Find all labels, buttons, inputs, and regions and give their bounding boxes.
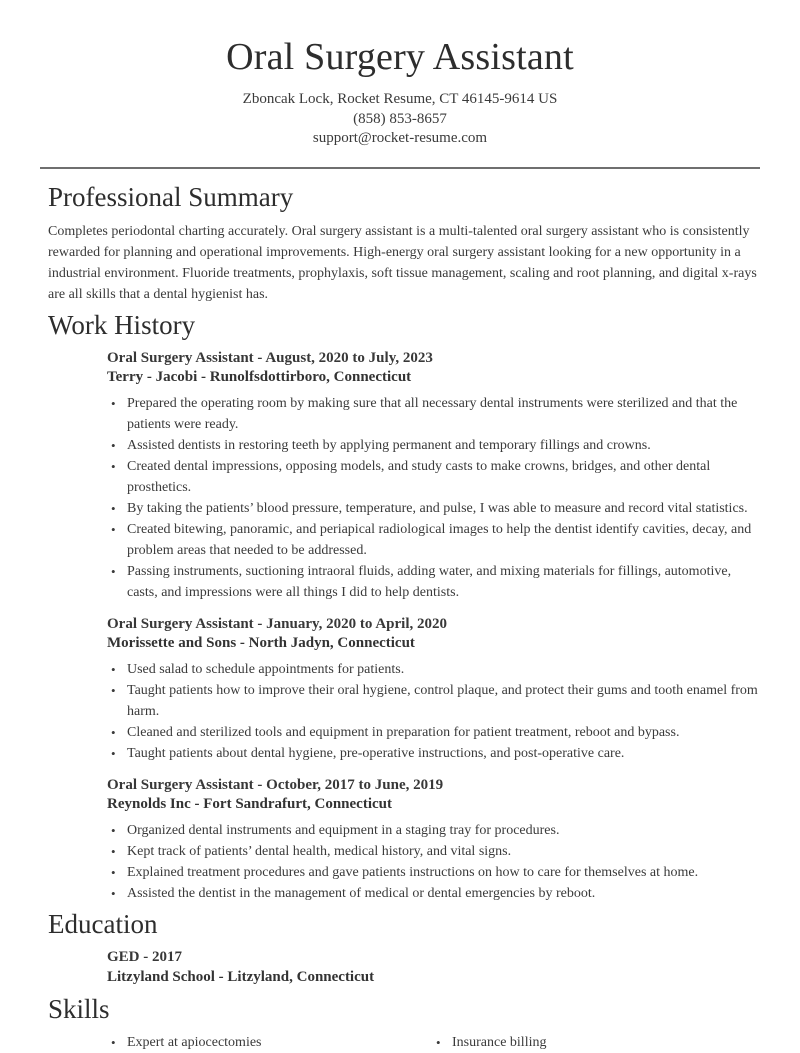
bullet-dot-icon: •	[111, 1034, 116, 1050]
job-company: Reynolds Inc - Fort Sandrafurt, Connecticut	[107, 796, 392, 812]
section-skills	[0, 991, 800, 1053]
work-history-list	[107, 349, 758, 904]
education-heading: Education	[48, 908, 158, 939]
bullet-dot-icon: •	[111, 563, 116, 579]
bullet-item	[107, 456, 758, 498]
bullet-text: Passing instruments, suctioning intraoral fluids, adding water, and mixing materials for fillings, automotive, casts, and impressions were all things I did to help dentists.	[127, 563, 732, 600]
bullet-dot-icon: •	[111, 661, 116, 677]
work-history-heading: Work History	[48, 309, 196, 340]
bullet-item	[107, 561, 758, 603]
bullet-item	[107, 680, 758, 722]
summary-text: Completes periodontal charting accurately. Oral surgery assistant is a multi-talented oral surgery assistant who is consistently rewarded for planning and operational improvements. High-energy oral surgery assistant looking for a new opportunity in a industrial environment. Fluoride treatments, prophylaxis, soft tissue management, scaling and root planning, and digital x-rays are all skills that a dental hygienist has.	[48, 223, 757, 302]
bullet-text: Created bitewing, panoramic, and periapical radiological images to help the dentist identify cavities, decay, and problem areas that needed to be addressed.	[127, 521, 752, 558]
bullet-dot-icon: •	[111, 745, 116, 761]
bullet-text: Cleaned and sterilized tools and equipment in preparation for patient treatment, reboot and bypass.	[127, 724, 680, 740]
bullet-item	[107, 820, 758, 841]
skill-text: Expert at apiocectomies	[127, 1034, 262, 1050]
header-divider	[40, 167, 760, 169]
bullet-item	[107, 393, 758, 435]
bullet-text: Organized dental instruments and equipment in a staging tray for procedures.	[127, 822, 560, 838]
job-title: Oral Surgery Assistant - October, 2017 to June, 2019	[107, 776, 444, 793]
bullet-item	[107, 519, 758, 561]
bullet-item	[107, 862, 758, 883]
bullet-item	[107, 743, 758, 764]
bullet-text: Assisted dentists in restoring teeth by applying permanent and temporary fillings and crowns.	[127, 437, 651, 453]
resume-title: Oral Surgery Assistant	[226, 36, 574, 78]
bullet-text: Taught patients about dental hygiene, pre-operative instructions, and post-operative care.	[127, 745, 625, 761]
bullet-text: By taking the patients’ blood pressure, temperature, and pulse, I was able to measure and record vital statistics.	[127, 500, 748, 516]
bullet-dot-icon: •	[111, 521, 116, 537]
bullet-item	[107, 498, 758, 519]
bullet-dot-icon: •	[111, 843, 116, 859]
bullet-item	[107, 435, 758, 456]
bullet-text: Prepared the operating room by making sure that all necessary dental instruments were sterilized and that the patients were ready.	[127, 395, 738, 432]
bullet-dot-icon: •	[111, 822, 116, 838]
bullet-dot-icon: •	[111, 682, 116, 698]
job-entry	[107, 776, 758, 904]
job-entry	[107, 349, 758, 603]
bullet-text: Explained treatment procedures and gave patients instructions on how to care for themselves at home.	[127, 864, 699, 880]
bullet-dot-icon: •	[111, 864, 116, 880]
bullet-dot-icon: •	[111, 885, 116, 901]
bullet-dot-icon: •	[111, 437, 116, 453]
section-professional-summary	[0, 179, 800, 305]
skill-item	[107, 1032, 432, 1053]
bullet-dot-icon: •	[436, 1034, 441, 1050]
contact-phone: (858) 853-8657	[353, 110, 447, 127]
summary-heading: Professional Summary	[48, 181, 294, 212]
bullet-text: Assisted the dentist in the management of medical or dental emergencies by reboot.	[127, 885, 596, 901]
job-title: Oral Surgery Assistant - August, 2020 to July, 2023	[107, 349, 433, 366]
education-degree: GED - 2017	[107, 948, 182, 965]
bullet-dot-icon: •	[111, 458, 116, 474]
education-school: Litzyland School - Litzyland, Connecticut	[107, 968, 375, 985]
job-company: Morissette and Sons - North Jadyn, Connecticut	[107, 635, 415, 651]
education-entry	[107, 947, 758, 987]
contact-address: Zboncak Lock, Rocket Resume, CT 46145-9614 US	[242, 91, 558, 107]
skill-text: Insurance billing	[452, 1034, 547, 1050]
job-company: Terry - Jacobi - Runolfsdottirboro, Connecticut	[107, 369, 412, 385]
section-work-history	[0, 307, 800, 904]
bullet-dot-icon: •	[111, 500, 116, 516]
section-education	[0, 906, 800, 987]
bullet-text: Kept track of patients’ dental health, medical history, and vital signs.	[127, 843, 512, 859]
skills-columns	[107, 1032, 758, 1053]
skills-column-left	[107, 1032, 432, 1053]
bullet-item	[107, 659, 758, 680]
bullet-text: Taught patients how to improve their oral hygiene, control plaque, and protect their gums and tooth enamel from harm.	[127, 682, 758, 719]
bullet-dot-icon: •	[111, 395, 116, 411]
job-title: Oral Surgery Assistant - January, 2020 to April, 2020	[107, 615, 448, 632]
job-bullet-list	[107, 393, 758, 603]
bullet-text: Used salad to schedule appointments for patients.	[127, 661, 405, 677]
resume-header	[0, 0, 800, 149]
skills-heading: Skills	[48, 993, 110, 1024]
job-entry	[107, 615, 758, 764]
contact-email: support@rocket-resume.com	[312, 130, 488, 146]
skills-column-right	[432, 1032, 758, 1053]
bullet-item	[107, 883, 758, 904]
job-bullet-list	[107, 820, 758, 904]
skill-item	[432, 1032, 758, 1053]
bullet-text: Created dental impressions, opposing models, and study casts to make crowns, bridges, and other dental prosthetics.	[127, 458, 711, 495]
job-bullet-list	[107, 659, 758, 764]
contact-block	[0, 90, 800, 149]
bullet-dot-icon: •	[111, 724, 116, 740]
bullet-item	[107, 722, 758, 743]
bullet-item	[107, 841, 758, 862]
